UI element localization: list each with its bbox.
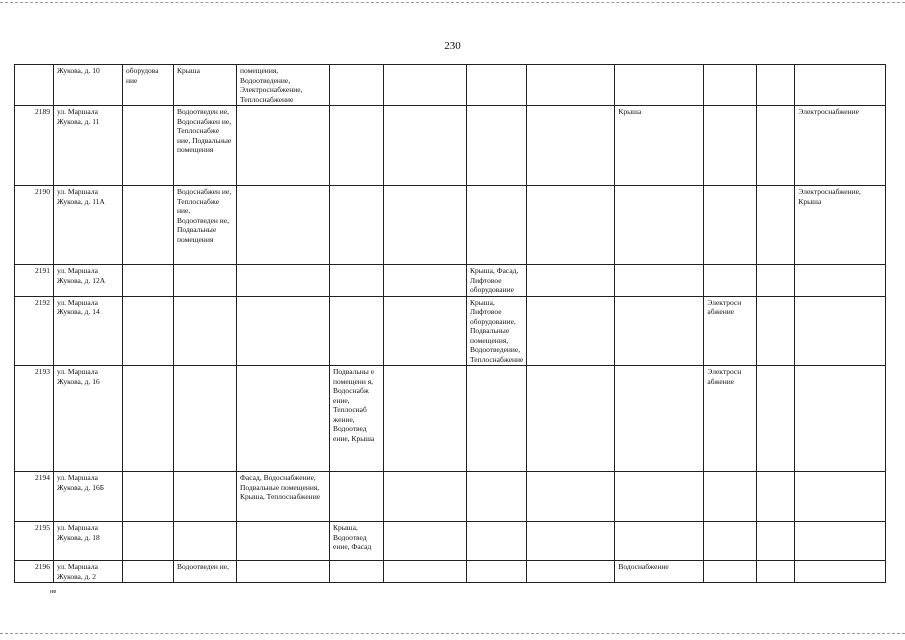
work-type-cell <box>615 265 704 297</box>
work-type-cell: оборудова ние <box>123 65 174 106</box>
row-number-cell: 2196 <box>15 561 54 583</box>
work-type-cell <box>615 522 704 561</box>
work-type-cell <box>757 65 795 106</box>
work-type-cell <box>795 296 886 366</box>
work-type-cell <box>704 265 757 297</box>
work-type-cell <box>237 265 330 297</box>
work-type-cell <box>467 522 527 561</box>
address-cell: Жукова, д. 10 <box>54 65 123 106</box>
work-type-cell <box>384 186 467 265</box>
table-row <box>15 366 886 472</box>
work-type-cell <box>384 65 467 106</box>
work-type-cell: Фасад, Водоснабжение, Подвальные помещения, Крыша, Теплоснабжение <box>237 472 330 522</box>
work-type-cell <box>123 366 174 472</box>
work-type-cell <box>384 265 467 297</box>
work-type-cell <box>527 296 615 366</box>
work-type-cell <box>527 522 615 561</box>
row-number-cell <box>15 65 54 106</box>
address-cell: ул. Маршала Жукова, д. 18 <box>54 522 123 561</box>
work-type-cell <box>174 296 237 366</box>
work-type-cell <box>757 472 795 522</box>
work-type-cell <box>615 296 704 366</box>
work-type-cell <box>704 106 757 186</box>
row-number-cell: 2192 <box>15 296 54 366</box>
table-row <box>15 472 886 522</box>
work-type-cell <box>123 265 174 297</box>
work-type-cell <box>384 296 467 366</box>
table-row <box>15 561 886 583</box>
work-type-cell <box>330 472 384 522</box>
work-type-cell <box>237 522 330 561</box>
work-type-cell <box>757 561 795 583</box>
table-row <box>15 265 886 297</box>
work-type-cell <box>123 561 174 583</box>
work-type-cell <box>795 265 886 297</box>
work-type-cell: Водоснабжение <box>615 561 704 583</box>
work-type-cell <box>757 186 795 265</box>
work-type-cell <box>330 296 384 366</box>
address-cell: ул. Маршала Жукова, д. 2 <box>54 561 123 583</box>
address-cell: ул. Маршала Жукова, д. 16 <box>54 366 123 472</box>
work-type-cell <box>384 522 467 561</box>
work-type-cell <box>174 265 237 297</box>
work-type-cell <box>384 106 467 186</box>
work-type-cell <box>527 561 615 583</box>
work-type-cell <box>527 65 615 106</box>
table-row <box>15 186 886 265</box>
footer-mark: нв <box>50 589 57 595</box>
repair-schedule-table <box>14 64 886 583</box>
work-type-cell: Крыша <box>174 65 237 106</box>
work-type-cell <box>123 296 174 366</box>
address-cell: ул. Маршала Жукова, д. 12А <box>54 265 123 297</box>
work-type-cell <box>757 366 795 472</box>
work-type-cell <box>237 106 330 186</box>
work-type-cell <box>467 106 527 186</box>
work-type-cell: Крыша, Фасад, Лифтовое оборудование <box>467 265 527 297</box>
address-cell: ул. Маршала Жукова, д. 11А <box>54 186 123 265</box>
work-type-cell <box>330 265 384 297</box>
work-type-cell <box>237 366 330 472</box>
work-type-cell <box>237 561 330 583</box>
row-number-cell: 2189 <box>15 106 54 186</box>
row-number-cell: 2193 <box>15 366 54 472</box>
work-type-cell <box>384 472 467 522</box>
work-type-cell: Крыша, Лифтовое оборудование, Подвальные помещения, Водоотведение, Теплоснабжение <box>467 296 527 366</box>
work-type-cell <box>704 522 757 561</box>
work-type-cell: Электросн абжение <box>704 296 757 366</box>
row-number-cell: 2194 <box>15 472 54 522</box>
work-type-cell: Водоснабжен ие, Теплоснабже ние, Водоотведен ие, Подвальные помещения <box>174 186 237 265</box>
table-row <box>15 65 886 106</box>
scan-edge-bottom <box>0 633 905 634</box>
work-type-cell <box>527 186 615 265</box>
row-number-cell: 2190 <box>15 186 54 265</box>
work-type-cell <box>757 106 795 186</box>
work-type-cell <box>795 561 886 583</box>
work-type-cell <box>527 265 615 297</box>
work-type-cell <box>615 186 704 265</box>
work-type-cell <box>330 65 384 106</box>
table-row <box>15 522 886 561</box>
work-type-cell <box>123 522 174 561</box>
row-number-cell: 2191 <box>15 265 54 297</box>
work-type-cell <box>527 366 615 472</box>
work-type-cell <box>174 522 237 561</box>
work-type-cell <box>615 366 704 472</box>
work-type-cell <box>384 366 467 472</box>
scan-edge-top <box>0 2 905 3</box>
work-type-cell <box>123 186 174 265</box>
work-type-cell <box>795 366 886 472</box>
row-number-cell: 2195 <box>15 522 54 561</box>
table-row <box>15 296 886 366</box>
work-type-cell <box>237 296 330 366</box>
work-type-cell: Электроснабжение, Крыша <box>795 186 886 265</box>
work-type-cell <box>615 472 704 522</box>
work-type-cell <box>704 65 757 106</box>
work-type-cell <box>467 472 527 522</box>
work-type-cell <box>467 561 527 583</box>
work-type-cell: Крыша <box>615 106 704 186</box>
work-type-cell <box>757 296 795 366</box>
work-type-cell <box>757 522 795 561</box>
work-type-cell: Электроснабжение <box>795 106 886 186</box>
work-type-cell <box>527 106 615 186</box>
address-cell: ул. Маршала Жукова, д. 14 <box>54 296 123 366</box>
work-type-cell <box>330 561 384 583</box>
work-type-cell <box>467 366 527 472</box>
work-type-cell <box>174 472 237 522</box>
work-type-cell <box>704 472 757 522</box>
work-type-cell <box>330 106 384 186</box>
table-row <box>15 106 886 186</box>
work-type-cell <box>615 65 704 106</box>
work-type-cell: Водоотведен ие, Водоснабжен ие, Теплоснабже ние, Подвальные помещения <box>174 106 237 186</box>
work-type-cell: Водоотведен ие, <box>174 561 237 583</box>
work-type-cell: Электросн абжение <box>704 366 757 472</box>
work-type-cell <box>795 472 886 522</box>
work-type-cell <box>757 265 795 297</box>
work-type-cell <box>330 186 384 265</box>
work-type-cell <box>123 472 174 522</box>
work-type-cell: помещения, Водоотведение, Электроснабжение, Теплоснабжение <box>237 65 330 106</box>
work-type-cell <box>527 472 615 522</box>
work-type-cell <box>384 561 467 583</box>
work-type-cell <box>123 106 174 186</box>
work-type-cell <box>237 186 330 265</box>
address-cell: ул. Маршала Жукова, д. 16Б <box>54 472 123 522</box>
work-type-cell: Крыша, Водоотвед ение, Фасад <box>330 522 384 561</box>
work-type-cell: Подвальны е помещени я, Водоснабж ение, Теплоснаб жение, Водоотвед ение, Крыша <box>330 366 384 472</box>
work-type-cell <box>795 65 886 106</box>
work-type-cell <box>467 186 527 265</box>
work-type-cell <box>704 186 757 265</box>
page-number: 230 <box>444 40 461 52</box>
work-type-cell <box>174 366 237 472</box>
work-type-cell <box>704 561 757 583</box>
work-type-cell <box>467 65 527 106</box>
address-cell: ул. Маршала Жукова, д. 11 <box>54 106 123 186</box>
work-type-cell <box>795 522 886 561</box>
